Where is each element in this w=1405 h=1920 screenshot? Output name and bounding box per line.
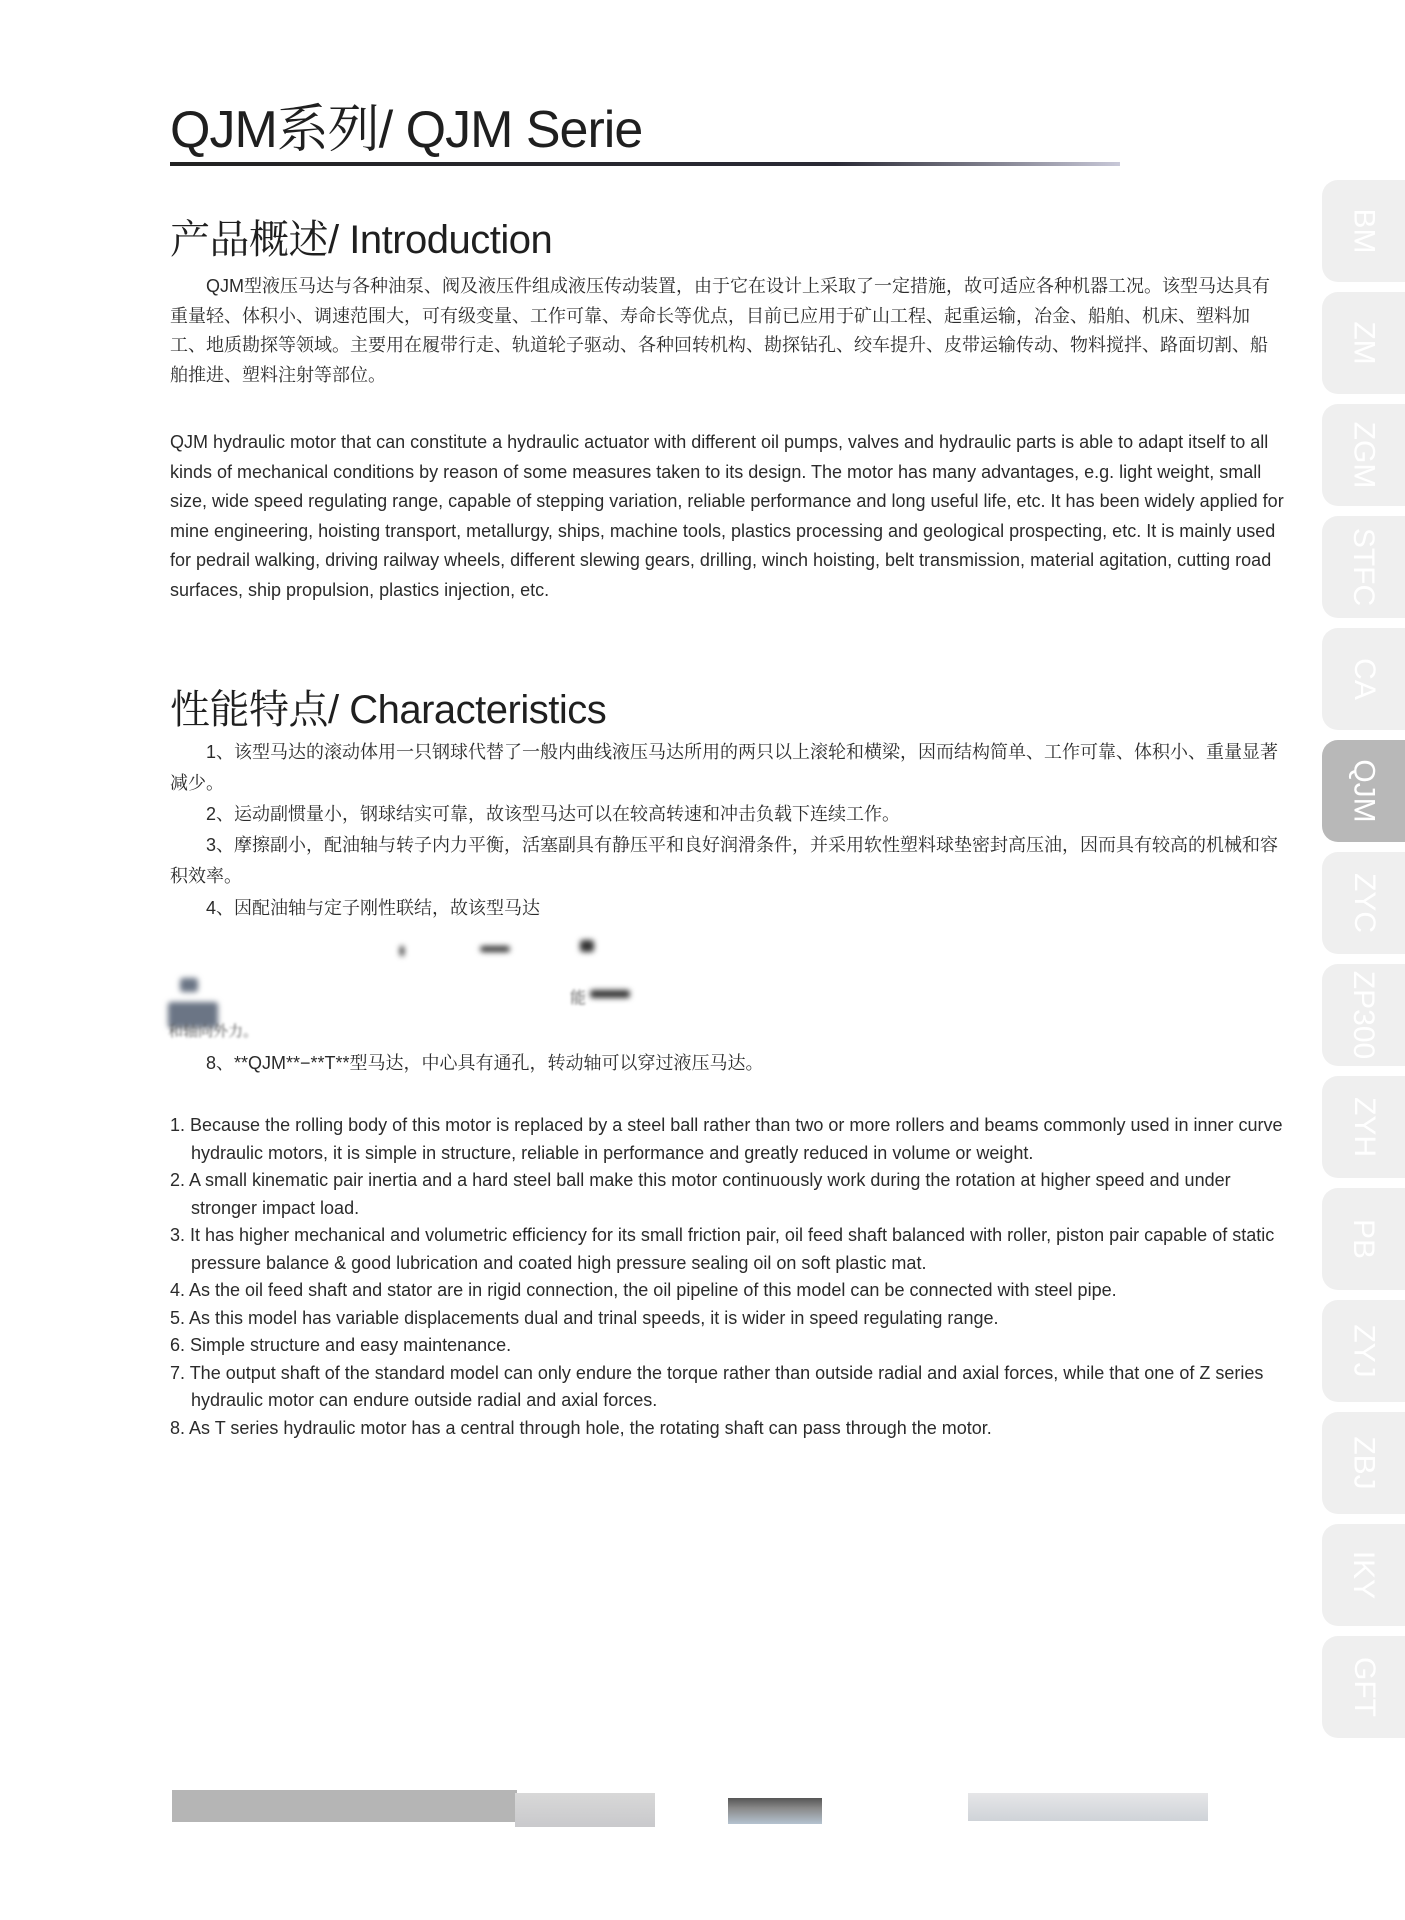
- list-item: 4. As the oil feed shaft and stator are in rigid connection, the oil pipeline of this model can be connected with steel pipe.: [170, 1280, 1117, 1300]
- footer-decorative-bar: [968, 1793, 1208, 1821]
- tab-gft[interactable]: [1322, 1636, 1405, 1738]
- tab-label: STFC: [1347, 527, 1381, 607]
- list-item: 5. As this model has variable displacements dual and trinal speeds, it is wider in speed regulating range.: [170, 1307, 999, 1328]
- tab-qjm-active[interactable]: [1322, 740, 1405, 842]
- list-item: 7. The output shaft of the standard model can only endure the torque rather than outside radial and axial forces, while that one of Z series hydraulic motor can endure outside radial and axial forces.: [170, 1362, 1264, 1410]
- tab-stfc[interactable]: [1322, 516, 1405, 618]
- series-tab-nav: [1322, 0, 1405, 1920]
- tab-zp300[interactable]: [1322, 964, 1405, 1066]
- characteristics-zh-item-4: 4、因配油轴与定子刚性联结，故该型马达: [206, 898, 541, 918]
- obscured-fragment-text: 能: [570, 990, 587, 1007]
- list-item: 8. As T series hydraulic motor has a central through hole, the rotating shaft can pass through the motor.: [170, 1417, 992, 1438]
- obscured-fragment: [180, 978, 198, 992]
- characteristics-zh-item-8: 8、**QJM**−**T**型马达，中心具有通孔，转动轴可以穿过液压马达。: [206, 1053, 764, 1073]
- footer-decorative-bar: [172, 1790, 517, 1822]
- tab-iky[interactable]: [1322, 1524, 1405, 1626]
- title-underline: [170, 162, 1120, 166]
- list-item: 6. Simple structure and easy maintenance.: [170, 1335, 512, 1355]
- characteristics-en-list: [170, 1112, 1285, 1442]
- obscured-fragment: [590, 990, 630, 998]
- tab-zyh[interactable]: [1322, 1076, 1405, 1178]
- tab-label: ZM: [1347, 321, 1381, 365]
- tab-label: ZBJ: [1347, 1436, 1381, 1490]
- list-item: 1. Because the rolling body of this motor is replaced by a steel ball rather than two or more rollers and beams commonly used in inner curve hydraulic motors, it is simple in structure, reliable in performance and greatly reduced in volume or weight.: [170, 1115, 1283, 1163]
- tab-label: ZYH: [1347, 1097, 1381, 1157]
- obscured-fragment: [480, 946, 510, 952]
- tab-label: QJM: [1347, 759, 1381, 823]
- tab-zm[interactable]: [1322, 292, 1405, 394]
- tab-zgm[interactable]: [1322, 404, 1405, 506]
- tab-label: PB: [1347, 1218, 1381, 1260]
- tab-label: IKY: [1347, 1550, 1381, 1600]
- tab-zyj[interactable]: [1322, 1300, 1405, 1402]
- tab-label: ZGM: [1347, 421, 1381, 489]
- obscured-fragment-text: 和轴向外力。: [168, 1023, 259, 1040]
- tab-bm[interactable]: [1322, 180, 1405, 282]
- characteristics-zh-item-2: 2、运动副惯量小，钢球结实可靠，故该型马达可以在较高转速和冲击负载下连续工作。: [206, 804, 901, 824]
- footer-decorative-bar: [515, 1793, 655, 1827]
- tab-ca[interactable]: [1322, 628, 1405, 730]
- characteristics-heading: 性能特点/ Characteristics: [170, 688, 607, 732]
- tab-pb[interactable]: [1322, 1188, 1405, 1290]
- tab-zyc[interactable]: [1322, 852, 1405, 954]
- introduction-en-text: QJM hydraulic motor that can constitute a hydraulic actuator with different oil pumps, valves and hydraulic parts is able to adapt itself to all kinds of mechanical conditions by reason of some measures taken to its design. The motor has many advantages, e.g. light weight, small size, wide speed regulating range, capable of stepping variation, reliable performance and long useful life, etc. It has been widely applied for mine engineering, hoisting transport, metallurgy, ships, machine tools, plastics processing and geological prospecting, etc. It is mainly used for pedrail walking, driving railway wheels, different slewing gears, drilling, winch hoisting, belt transmission, material agitation, cutting road surfaces, ship propulsion, plastics injection, etc.: [170, 432, 1284, 600]
- page-title: QJM系列/ QJM Serie: [170, 101, 643, 159]
- list-item: 2. A small kinematic pair inertia and a hard steel ball make this motor continuously work during the rotation at higher speed and under stronger impact load.: [170, 1170, 1231, 1218]
- obscured-text-region: [168, 930, 1285, 1040]
- footer-product-image: [728, 1798, 822, 1824]
- tab-label: BM: [1347, 208, 1381, 254]
- characteristics-zh-item-3: 3、摩擦副小，配油轴与转子内力平衡，活塞副具有静压平和良好润滑条件，并采用软性塑料球垫密封高压油，因而具有较高的机械和容积效率。: [170, 835, 1279, 886]
- obscured-fragment: [580, 940, 594, 952]
- tab-label: GFT: [1347, 1657, 1381, 1717]
- tab-label: CA: [1347, 658, 1381, 700]
- tab-label: ZYC: [1347, 873, 1381, 933]
- introduction-heading: 产品概述/ Introduction: [170, 218, 553, 262]
- characteristics-zh-item-1: 1、该型马达的滚动体用一只钢球代替了一般内曲线液压马达所用的两只以上滚轮和横梁，因而结构简单、工作可靠、体积小、重量显著减少。: [170, 742, 1279, 793]
- list-item: 3. It has higher mechanical and volumetric efficiency for its small friction pair, oil feed shaft balanced with roller, piston pair capable of static pressure balance & good lubrication and coated high pressure sealing oil on soft plastic mat.: [170, 1225, 1275, 1273]
- tab-label: ZP300: [1347, 970, 1381, 1060]
- introduction-zh-text: QJM型液压马达与各种油泵、阀及液压件组成液压传动装置，由于它在设计上采取了一定措施，故可适应各种机器工况。该型马达具有重量轻、体积小、调速范围大，可有级变量、工作可靠、寿命长等优点，目前已应用于矿山工程、起重运输，冶金、船舶、机床、塑料加工、地质勘探等领域。主要用在履带行走、轨道轮子驱动、各种回转机构、勘探钻孔、绞车提升、皮带运输传动、物料搅拌、路面切割、船舶推进、塑料注射等部位。: [170, 276, 1270, 385]
- tab-label: ZYJ: [1347, 1324, 1381, 1378]
- obscured-fragment: [400, 946, 404, 956]
- tab-zbj[interactable]: [1322, 1412, 1405, 1514]
